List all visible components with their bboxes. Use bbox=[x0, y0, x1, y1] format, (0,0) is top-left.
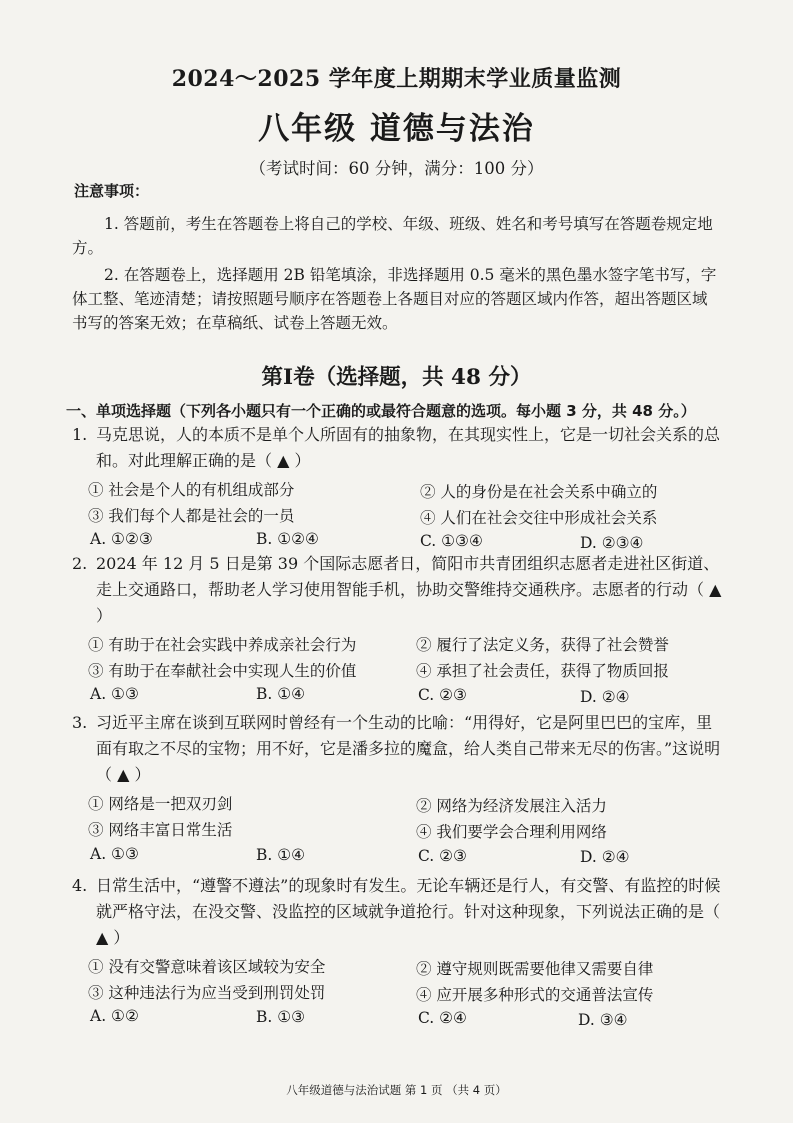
question-stem bbox=[72, 710, 722, 788]
notice-heading: 注意事项： bbox=[74, 182, 150, 200]
choice-d: D. ②④ bbox=[580, 688, 630, 706]
choice-c: C. ②④ bbox=[418, 1009, 467, 1027]
statement-2: ② 人的身份是在社会关系中确立的 bbox=[420, 483, 658, 501]
page-footer: 八年级道德与法治试题 第 1 页 （共 4 页） bbox=[286, 1083, 507, 1097]
choice-b: B. ①④ bbox=[256, 685, 306, 703]
question-number: 3. bbox=[72, 713, 88, 732]
statement-2: ② 履行了法定义务，获得了社会赞誉 bbox=[416, 636, 669, 654]
question-stem bbox=[72, 422, 722, 474]
statement-1: ① 社会是个人的有机组成部分 bbox=[88, 481, 295, 499]
statement-4: ④ 承担了社会责任，获得了物质回报 bbox=[416, 662, 669, 680]
part-title: 一、单项选择题（下列各小题只有一个正确的或最符合题意的选项。每小题 3 分，共 48 分。） bbox=[66, 402, 696, 420]
choice-a: A. ①③ bbox=[90, 685, 139, 703]
statement-1: ① 网络是一把双刃剑 bbox=[88, 795, 233, 813]
question-options bbox=[72, 629, 722, 711]
choice-b: B. ①④ bbox=[256, 846, 306, 864]
choice-a: A. ①② bbox=[90, 1007, 139, 1025]
choice-b: B. ①③ bbox=[256, 1008, 306, 1026]
exam-title: 2024～2025 学年度上期期末学业质量监测 bbox=[171, 66, 622, 92]
question-text: 马克思说，人的本质不是单个人所固有的抽象物，在其现实性上，它是一切社会关系的总和。对此理解正确的是（ ▲ ） bbox=[96, 425, 721, 470]
question-stem bbox=[72, 551, 722, 629]
question-number: 2. bbox=[72, 554, 88, 573]
statement-2: ② 遵守规则既需要他律又需要自律 bbox=[416, 960, 654, 978]
statement-3: ③ 有助于在奉献社会中实现人生的价值 bbox=[88, 662, 357, 680]
question-options bbox=[72, 788, 722, 870]
question-stem bbox=[72, 873, 722, 951]
choice-d: D. ③④ bbox=[578, 1011, 628, 1029]
question-options bbox=[72, 474, 722, 556]
statement-4: ④ 人们在社会交往中形成社会关系 bbox=[420, 509, 658, 527]
question-4 bbox=[72, 873, 722, 1033]
choice-c: C. ②③ bbox=[418, 847, 467, 865]
statement-3: ③ 这种违法行为应当受到刑罚处罚 bbox=[88, 984, 326, 1002]
exam-info: （考试时间：60 分钟，满分：100 分） bbox=[249, 159, 544, 178]
question-text: 2024 年 12 月 5 日是第 39 个国际志愿者日，简阳市共青团组织志愿者走进社区街道、走上交通路口，帮助老人学习使用智能手机，协助交警维持交通秩序。志愿者的行动（ ▲ ） bbox=[96, 554, 722, 625]
statement-2: ② 网络为经济发展注入活力 bbox=[416, 797, 607, 815]
question-number: 4. bbox=[72, 876, 88, 895]
question-text: 习近平主席在谈到互联网时曾经有一个生动的比喻：“用得好，它是阿里巴巴的宝库，里面有取之不尽的宝物；用不好，它是潘多拉的魔盒，给人类自己带来无尽的伤害。”这说明（ ▲ ） bbox=[96, 713, 721, 784]
choice-c: C. ②③ bbox=[418, 686, 467, 704]
subject-title: 八年级 道德与法治 bbox=[258, 111, 535, 147]
choice-a: A. ①②③ bbox=[90, 530, 153, 548]
statement-1: ① 有助于在社会实践中养成亲社会行为 bbox=[88, 636, 357, 654]
choice-d: D. ②④ bbox=[580, 848, 630, 866]
question-number: 1. bbox=[72, 425, 88, 444]
question-text: 日常生活中，“遵警不遵法”的现象时有发生。无论车辆还是行人，有交警、有监控的时候就严格守法，在没交警、没监控的区域就争道抢行。针对这种现象，下列说法正确的是（ ▲ ） bbox=[96, 876, 721, 947]
choice-c: C. ①③④ bbox=[420, 532, 483, 550]
question-options bbox=[72, 951, 722, 1033]
statement-4: ④ 我们要学会合理利用网络 bbox=[416, 823, 607, 841]
question-3 bbox=[72, 710, 722, 870]
statement-4: ④ 应开展多种形式的交通普法宣传 bbox=[416, 986, 654, 1004]
choice-a: A. ①③ bbox=[90, 845, 139, 863]
question-1 bbox=[72, 422, 722, 556]
statement-3: ③ 网络丰富日常生活 bbox=[88, 821, 233, 839]
question-2 bbox=[72, 551, 722, 711]
section-title: 第Ⅰ卷（选择题，共 48 分） bbox=[261, 365, 532, 390]
notice-item-2: 2. 在答题卷上，选择题用 2B 铅笔填涂，非选择题用 0.5 毫米的黑色墨水签字笔书写，字体工整、笔迹清楚；请按照题号顺序在答题卷上各题目对应的答题区域内作答，超出答题区域书写的答案无效；在草稿纸、试卷上答题无效。 bbox=[72, 266, 717, 332]
choice-b: B. ①②④ bbox=[256, 530, 319, 548]
notice-item-1: 1. 答题前，考生在答题卷上将自己的学校、年级、班级、姓名和考号填写在答题卷规定地方。 bbox=[72, 215, 713, 257]
choice-d: D. ②③④ bbox=[580, 534, 644, 552]
statement-3: ③ 我们每个人都是社会的一员 bbox=[88, 507, 295, 525]
statement-1: ① 没有交警意味着该区域较为安全 bbox=[88, 958, 326, 976]
